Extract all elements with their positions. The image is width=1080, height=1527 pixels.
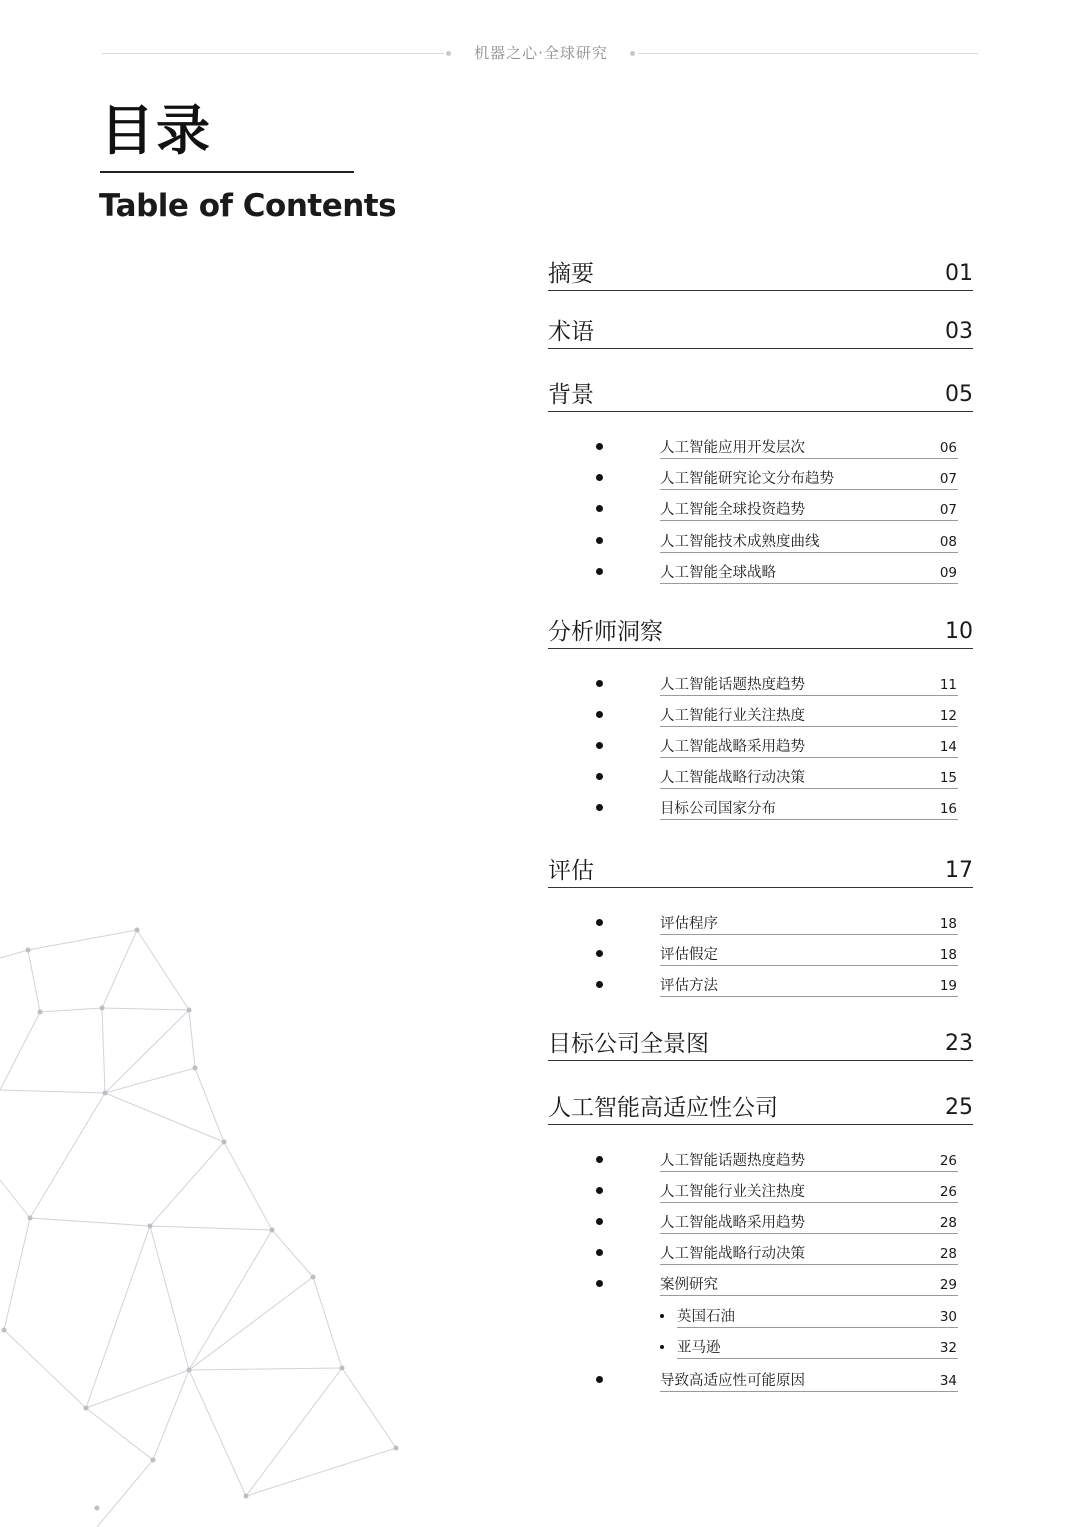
bullet-icon bbox=[596, 568, 603, 575]
toc-item-label: 人工智能全球战略 bbox=[660, 565, 776, 581]
toc-section[interactable] bbox=[548, 254, 973, 291]
toc-item-label: 评估程序 bbox=[660, 916, 718, 932]
toc-item-rule bbox=[660, 695, 958, 696]
toc-section-page: 05 bbox=[945, 382, 973, 407]
toc-subitem[interactable] bbox=[592, 1335, 958, 1359]
toc-item-rule bbox=[660, 1264, 958, 1265]
toc-item-rule bbox=[660, 965, 958, 966]
toc-item-rule bbox=[660, 996, 958, 997]
toc-item-rule bbox=[660, 934, 958, 935]
toc-item-page: 08 bbox=[939, 534, 957, 550]
toc-item-page: 07 bbox=[939, 471, 957, 487]
toc-item-rule bbox=[660, 583, 958, 584]
toc-item-page: 12 bbox=[939, 708, 957, 724]
toc-section[interactable] bbox=[548, 851, 973, 888]
toc-item-rule bbox=[660, 458, 958, 459]
bullet-icon bbox=[596, 1187, 603, 1194]
toc-item-page: 30 bbox=[939, 1309, 957, 1325]
toc-item-label: 人工智能全球投资趋势 bbox=[660, 502, 805, 518]
toc-item-rule bbox=[660, 1233, 958, 1234]
toc-item[interactable] bbox=[592, 734, 958, 758]
toc-item[interactable] bbox=[592, 1148, 958, 1172]
bullet-icon bbox=[596, 1156, 603, 1163]
toc-section[interactable] bbox=[548, 375, 973, 412]
toc-item-label: 目标公司国家分布 bbox=[660, 801, 776, 817]
toc-item-label: 人工智能行业关注热度 bbox=[660, 708, 805, 724]
toc-section-title: 人工智能高适应性公司 bbox=[548, 1095, 778, 1121]
toc-item-page: 15 bbox=[939, 770, 957, 786]
toc-item-label: 人工智能战略采用趋势 bbox=[660, 739, 805, 755]
toc-item-rule bbox=[660, 489, 958, 490]
toc-item[interactable] bbox=[592, 1241, 958, 1265]
toc-section-page: 03 bbox=[945, 319, 973, 344]
toc-section[interactable] bbox=[548, 312, 973, 349]
bullet-icon bbox=[596, 981, 603, 988]
page-title: 目录 bbox=[100, 99, 212, 162]
toc-item[interactable] bbox=[592, 497, 958, 521]
toc-item-rule bbox=[660, 819, 958, 820]
toc-item-page: 34 bbox=[939, 1373, 957, 1389]
bullet-icon bbox=[596, 680, 603, 687]
toc-section-title: 分析师洞察 bbox=[548, 619, 663, 645]
toc-item[interactable] bbox=[592, 1368, 958, 1392]
bullet-icon bbox=[596, 950, 603, 957]
toc-item-rule bbox=[660, 552, 958, 553]
toc-item[interactable] bbox=[592, 796, 958, 820]
toc-section[interactable] bbox=[548, 612, 973, 649]
bullet-icon bbox=[596, 773, 603, 780]
toc-item-rule bbox=[660, 1171, 958, 1172]
toc-item[interactable] bbox=[592, 765, 958, 789]
toc-item-label: 评估假定 bbox=[660, 947, 718, 963]
toc-item-page: 16 bbox=[939, 801, 957, 817]
toc-item-page: 26 bbox=[939, 1153, 957, 1169]
bullet-icon bbox=[596, 711, 603, 718]
toc-section-page: 01 bbox=[945, 261, 973, 286]
toc-item[interactable] bbox=[592, 466, 958, 490]
toc-item-rule bbox=[660, 757, 958, 758]
bullet-icon bbox=[596, 1280, 603, 1287]
toc-item-page: 32 bbox=[939, 1340, 957, 1356]
toc-item-rule bbox=[660, 520, 958, 521]
bullet-icon bbox=[660, 1345, 664, 1349]
toc-item-label: 人工智能话题热度趋势 bbox=[660, 677, 805, 693]
toc-item-page: 07 bbox=[939, 502, 957, 518]
toc-item-label: 人工智能战略行动决策 bbox=[660, 770, 805, 786]
toc-item-label: 人工智能战略采用趋势 bbox=[660, 1215, 805, 1231]
toc-item-rule bbox=[660, 726, 958, 727]
toc-item[interactable] bbox=[592, 973, 958, 997]
toc-item-label: 亚马逊 bbox=[677, 1340, 721, 1356]
toc-item-label: 人工智能技术成熟度曲线 bbox=[660, 534, 820, 550]
toc-item[interactable] bbox=[592, 1210, 958, 1234]
bullet-icon bbox=[596, 443, 603, 450]
toc-item-label: 案例研究 bbox=[660, 1277, 718, 1293]
bullet-icon bbox=[596, 919, 603, 926]
toc-item-page: 19 bbox=[939, 978, 957, 994]
toc-section-page: 17 bbox=[945, 858, 973, 883]
bullet-icon bbox=[596, 537, 603, 544]
toc-item-rule bbox=[660, 1295, 958, 1296]
toc-item-page: 18 bbox=[939, 947, 957, 963]
toc-section-title: 评估 bbox=[548, 858, 594, 884]
toc-item[interactable] bbox=[592, 1272, 958, 1296]
toc-section-page: 23 bbox=[945, 1031, 973, 1056]
bullet-icon bbox=[596, 804, 603, 811]
toc-item[interactable] bbox=[592, 672, 958, 696]
toc-item-label: 人工智能战略行动决策 bbox=[660, 1246, 805, 1262]
toc-section-title: 术语 bbox=[548, 319, 594, 345]
toc-section-title: 摘要 bbox=[548, 261, 594, 287]
toc-item-label: 人工智能应用开发层次 bbox=[660, 440, 805, 456]
toc-item-page: 26 bbox=[939, 1184, 957, 1200]
toc-item-page: 28 bbox=[939, 1246, 957, 1262]
bullet-icon bbox=[596, 1249, 603, 1256]
running-header: 机器之心·全球研究 bbox=[474, 44, 608, 62]
toc-item-page: 18 bbox=[939, 916, 957, 932]
toc-item-label: 人工智能话题热度趋势 bbox=[660, 1153, 805, 1169]
toc-section-title: 背景 bbox=[548, 382, 594, 408]
toc-item-rule bbox=[677, 1327, 958, 1328]
toc-item-page: 11 bbox=[939, 677, 957, 693]
toc-item[interactable] bbox=[592, 703, 958, 727]
toc-item[interactable] bbox=[592, 942, 958, 966]
bullet-icon bbox=[596, 742, 603, 749]
toc-item-label: 人工智能研究论文分布趋势 bbox=[660, 471, 834, 487]
toc-item-rule bbox=[660, 788, 958, 789]
toc-subitem[interactable] bbox=[592, 1304, 958, 1328]
toc-item-page: 14 bbox=[939, 739, 957, 755]
toc-item-rule bbox=[677, 1358, 958, 1359]
toc-item-rule bbox=[660, 1391, 958, 1392]
toc-item[interactable] bbox=[592, 435, 958, 459]
toc-item-page: 29 bbox=[939, 1277, 957, 1293]
toc-section-page: 10 bbox=[945, 619, 973, 644]
toc-item[interactable] bbox=[592, 529, 958, 553]
toc-section-title: 目标公司全景图 bbox=[548, 1031, 709, 1057]
toc-section[interactable] bbox=[548, 1088, 973, 1125]
toc-section[interactable] bbox=[548, 1024, 973, 1061]
bullet-icon bbox=[596, 474, 603, 481]
toc-item-page: 28 bbox=[939, 1215, 957, 1231]
toc-item-rule bbox=[660, 1202, 958, 1203]
toc-item-label: 英国石油 bbox=[677, 1309, 735, 1325]
toc-section-page: 25 bbox=[945, 1095, 973, 1120]
toc-item-label: 评估方法 bbox=[660, 978, 718, 994]
bullet-icon bbox=[596, 1376, 603, 1383]
toc-item[interactable] bbox=[592, 560, 958, 584]
toc-item-label: 导致高适应性可能原因 bbox=[660, 1373, 805, 1389]
toc-item-label: 人工智能行业关注热度 bbox=[660, 1184, 805, 1200]
toc-item-page: 09 bbox=[939, 565, 957, 581]
toc-item[interactable] bbox=[592, 911, 958, 935]
toc-item-page: 06 bbox=[939, 440, 957, 456]
bullet-icon bbox=[596, 1218, 603, 1225]
bullet-icon bbox=[660, 1314, 664, 1318]
toc-item[interactable] bbox=[592, 1179, 958, 1203]
bullet-icon bbox=[596, 505, 603, 512]
page-subtitle: Table of Contents bbox=[99, 188, 397, 224]
